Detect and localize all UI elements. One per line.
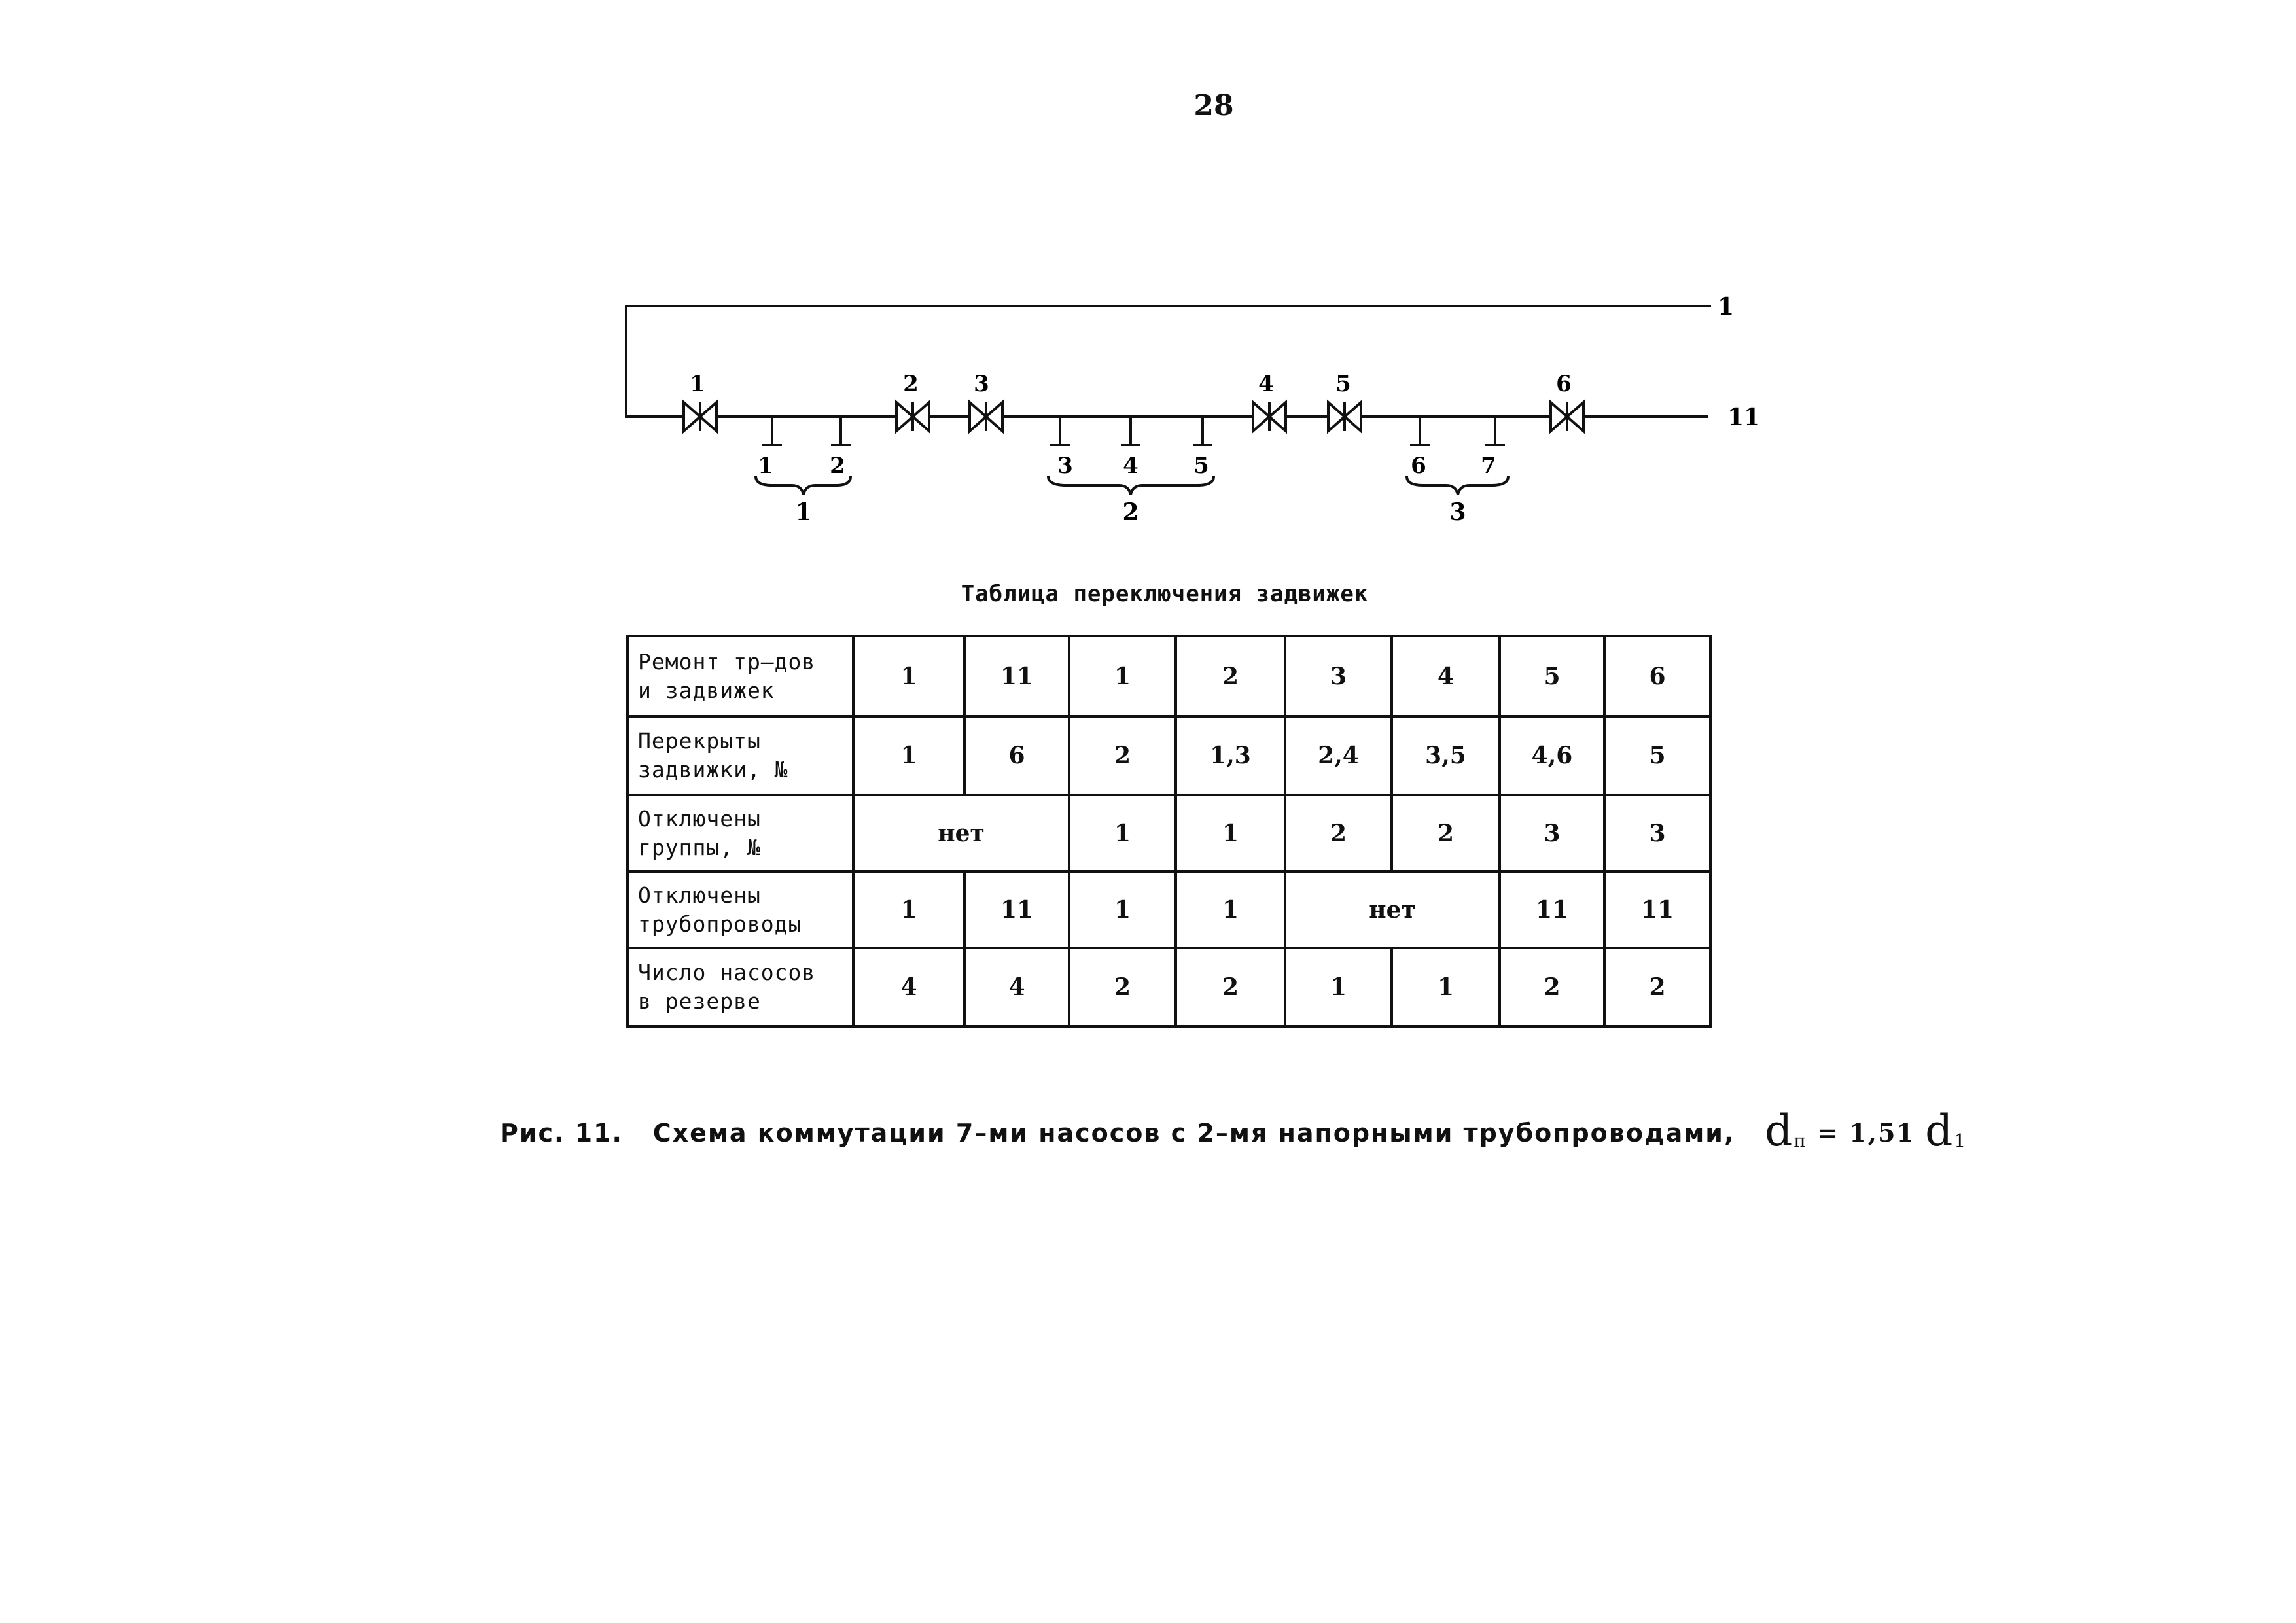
group-3-brace [1407, 476, 1508, 495]
row-label: Перекрыты задвижки, № [627, 716, 853, 795]
valve-6-label: 6 [1556, 371, 1572, 397]
table-cell: 4 [853, 948, 964, 1026]
table-cell: 2 [1176, 636, 1285, 716]
table-cell: 1 [853, 636, 964, 716]
table-cell: 1 [1069, 871, 1176, 948]
table-cell: 1 [1069, 636, 1176, 716]
valve-1-icon [684, 402, 716, 431]
pump-5-label: 5 [1193, 453, 1209, 479]
table-cell: 1 [853, 716, 964, 795]
table-cell: 2 [1285, 795, 1392, 871]
pump-4-icon [1121, 417, 1140, 445]
pump-3-label: 3 [1057, 453, 1073, 479]
table-cell: 1 [1176, 871, 1285, 948]
valve-2-icon [896, 402, 929, 431]
caption-prefix: Рис. 11. [500, 1119, 623, 1147]
table-cell: 2 [1500, 948, 1604, 1026]
group-2-brace [1048, 476, 1214, 495]
table-cell: 1 [1176, 795, 1285, 871]
table-cell: 5 [1500, 636, 1604, 716]
table-cell: 3 [1285, 636, 1392, 716]
row-label: Ремонт тр–дов и задвижек [627, 636, 853, 716]
valve-3-icon [970, 402, 1002, 431]
table-cell: 6 [1604, 636, 1710, 716]
caption-formula: $d_п = 1,51$ $d_1$ [1765, 1106, 1968, 1156]
pump-6-icon [1410, 417, 1430, 445]
table-cell: 4,6 [1500, 716, 1604, 795]
table-cell: 4 [1392, 636, 1500, 716]
table-cell: 1 [853, 871, 964, 948]
group-3-label: 3 [1449, 498, 1466, 526]
table-row [627, 636, 1710, 716]
row-label: Отключены трубопроводы [627, 871, 853, 948]
pipeline-1-line [626, 306, 1711, 417]
valve-4-label: 4 [1258, 371, 1274, 397]
row-label: Отключены группы, № [627, 795, 853, 871]
table-cell: 1 [1069, 795, 1176, 871]
valve-6-icon [1551, 402, 1583, 431]
pump-1-label: 1 [758, 453, 773, 479]
table-cell: 2,4 [1285, 716, 1392, 795]
table-cell: 11 [964, 871, 1069, 948]
table-row [627, 716, 1710, 795]
valve-2-label: 2 [903, 371, 919, 397]
pump-3-icon [1050, 417, 1070, 445]
table-cell: нет [853, 795, 1069, 871]
table-cell: 1 [1285, 948, 1392, 1026]
pump-7-label: 7 [1481, 453, 1496, 479]
table-cell: 11 [1604, 871, 1710, 948]
table-cell: 2 [1176, 948, 1285, 1026]
table-cell: 11 [1500, 871, 1604, 948]
table-cell: 3 [1500, 795, 1604, 871]
caption-text: Схема коммутации 7–ми насосов с 2–мя напорными трубопроводами, [652, 1119, 1735, 1147]
table-row [627, 948, 1710, 1026]
row-label: Число насосов в резерве [627, 948, 853, 1026]
valve-5-label: 5 [1335, 371, 1351, 397]
table-row [627, 795, 1710, 871]
table-cell: 2 [1069, 948, 1176, 1026]
table-cell: 3 [1604, 795, 1710, 871]
table-cell: 11 [964, 636, 1069, 716]
pump-switching-scheme [0, 0, 2296, 589]
pump-2-label: 2 [830, 453, 845, 479]
table-cell: 2 [1392, 795, 1500, 871]
table-cell: 1 [1392, 948, 1500, 1026]
table-cell: 2 [1604, 948, 1710, 1026]
table-cell: 3,5 [1392, 716, 1500, 795]
pump-6-label: 6 [1411, 453, 1426, 479]
valve-4-icon [1253, 402, 1286, 431]
pipeline-1-label: 1 [1718, 293, 1735, 321]
pump-1-icon [762, 417, 782, 445]
valve-3-label: 3 [974, 371, 989, 397]
pump-5-icon [1193, 417, 1212, 445]
group-2-label: 2 [1122, 498, 1139, 526]
pipeline-11-label: 11 [1727, 404, 1761, 431]
page-number: 28 [1193, 89, 1234, 122]
pump-7-icon [1485, 417, 1505, 445]
table-cell: нет [1285, 871, 1500, 948]
group-1-brace [756, 476, 851, 495]
table-row [627, 871, 1710, 948]
figure-caption [500, 1106, 1968, 1156]
table-cell: 1,3 [1176, 716, 1285, 795]
valve-1-label: 1 [690, 371, 705, 397]
table-title: Таблица переключения задвижек [961, 581, 1369, 607]
valve-5-icon [1328, 402, 1361, 431]
table-cell: 6 [964, 716, 1069, 795]
pump-4-label: 4 [1123, 453, 1139, 479]
group-1-label: 1 [795, 498, 812, 526]
table-cell: 5 [1604, 716, 1710, 795]
table-cell: 2 [1069, 716, 1176, 795]
pump-2-icon [831, 417, 851, 445]
table-cell: 4 [964, 948, 1069, 1026]
switching-table [626, 635, 1712, 1028]
